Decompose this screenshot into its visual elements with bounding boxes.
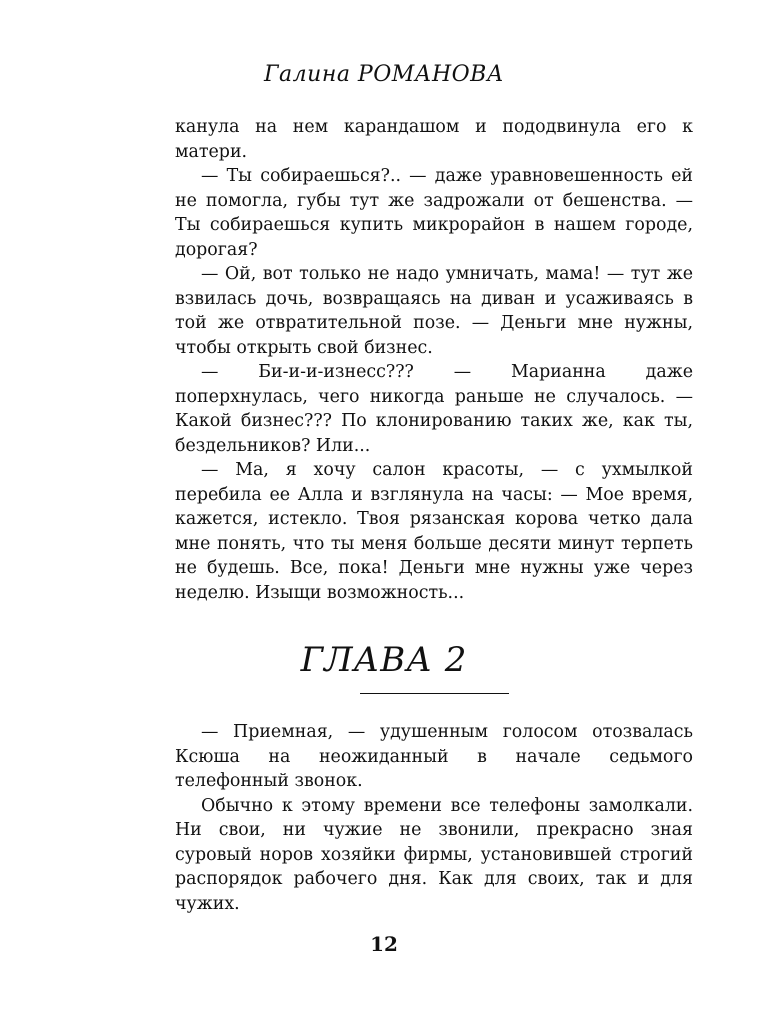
paragraph: — Ой, вот только не надо умничать, мама! — тут же взвилась дочь, возвращаясь на диван и усаживаясь в той же отвратительной позе. — Деньги мне нужны, чтобы открыть свой бизнес.	[175, 264, 693, 358]
paragraph: — Ма, я хочу салон красоты, — с ухмылкой перебила ее Алла и взглянула на часы: — Мое время, кажется, истекло. Твоя рязанская корова четко дала мне понять, что ты меня больше десяти минут терпеть не будешь. Все, пока! Деньги мне нужны уже через неделю. Изыщи возможность...	[175, 460, 693, 603]
paragraph: — Приемная, — удушенным голосом отозвалась Ксюша на неожиданный в начале седьмого телефонный звонок.	[175, 722, 693, 791]
paragraph: — Ты собираешься?.. — даже уравновешенность ей не помогла, губы тут же задрожали от бешенства. — Ты собираешься купить микрорайон в нашем городе, дорогая?	[175, 166, 693, 260]
chapter-divider	[360, 693, 509, 694]
running-header: Галина РОМАНОВА	[263, 62, 505, 87]
text-block-chapter-start	[175, 720, 693, 916]
chapter-title: ГЛАВА 2	[300, 640, 468, 680]
paragraph: канула на нем карандашом и пододвинула его к матери.	[175, 117, 693, 162]
page-number: 12	[370, 932, 398, 956]
text-block-before-chapter	[175, 115, 693, 605]
paragraph: Обычно к этому времени все телефоны замолкали. Ни свои, ни чужие не звонили, прекрасно зная суровый норов хозяйки фирмы, установившей строгий распорядок рабочего дня. Как для своих, так и для чужих.	[175, 795, 693, 914]
paragraph: — Би-и-и-изнесс??? — Марианна даже поперхнулась, чего никогда раньше не случалось. — Какой бизнес??? По клонированию таких же, как ты, бездельников? Или...	[175, 362, 693, 456]
